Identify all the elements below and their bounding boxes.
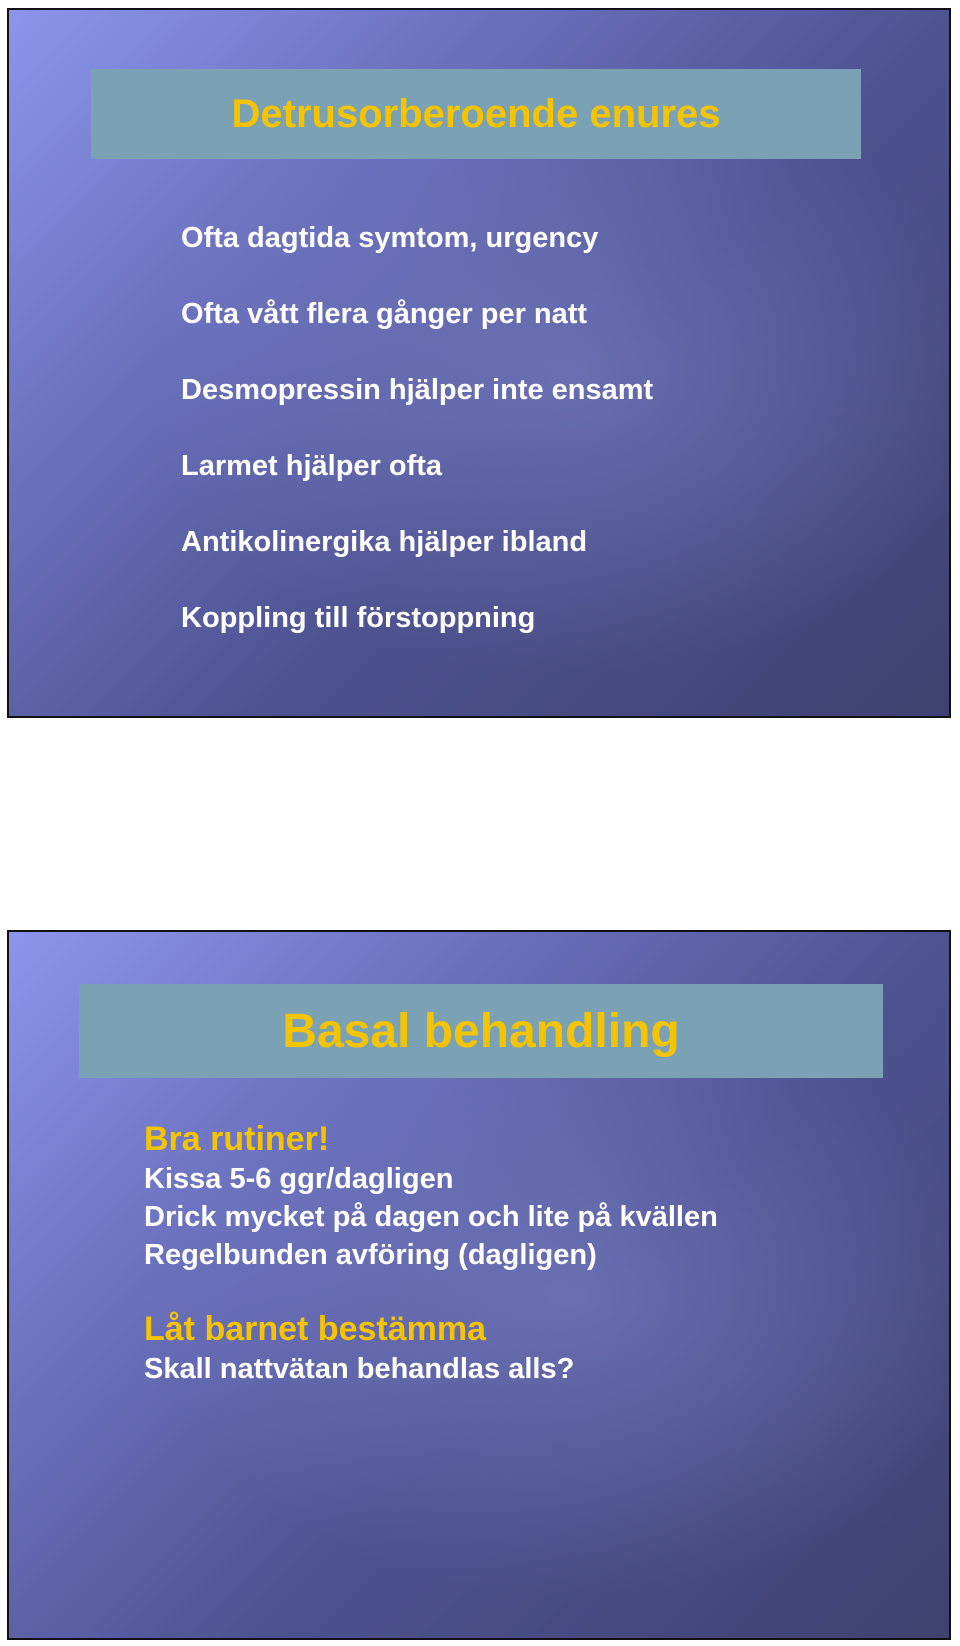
bullet-item: Ofta dagtida symtom, urgency bbox=[181, 222, 599, 254]
slide-title-bar bbox=[79, 984, 883, 1078]
bullet-item: Ofta vått flera gånger per natt bbox=[181, 298, 588, 330]
bullet-item: Koppling till förstoppning bbox=[181, 602, 536, 634]
bullet-item: Antikolinergika hjälper ibland bbox=[181, 526, 588, 558]
slide-title: Basal behandling bbox=[282, 1004, 680, 1058]
section-heading-routines: Bra rutiner! bbox=[144, 1120, 330, 1158]
slide-content bbox=[144, 1118, 934, 1388]
slide-title: Detrusorberoende enures bbox=[231, 91, 721, 136]
slide-title-bar bbox=[91, 69, 861, 159]
content-line: Kissa 5-6 ggr/dagligen bbox=[144, 1163, 454, 1195]
slide-1 bbox=[7, 8, 951, 718]
spacer bbox=[144, 1274, 934, 1308]
bullet-item: Desmopressin hjälper inte ensamt bbox=[181, 374, 654, 406]
slide-2 bbox=[7, 930, 951, 1640]
content-line: Drick mycket på dagen och lite på kvällen bbox=[144, 1201, 718, 1233]
bullet-item: Larmet hjälper ofta bbox=[181, 450, 443, 482]
section-heading-child-decides: Låt barnet bestämma bbox=[144, 1310, 486, 1348]
bullet-list bbox=[181, 200, 653, 656]
content-line: Regelbunden avföring (dagligen) bbox=[144, 1239, 597, 1271]
content-line: Skall nattvätan behandlas alls? bbox=[144, 1353, 575, 1385]
